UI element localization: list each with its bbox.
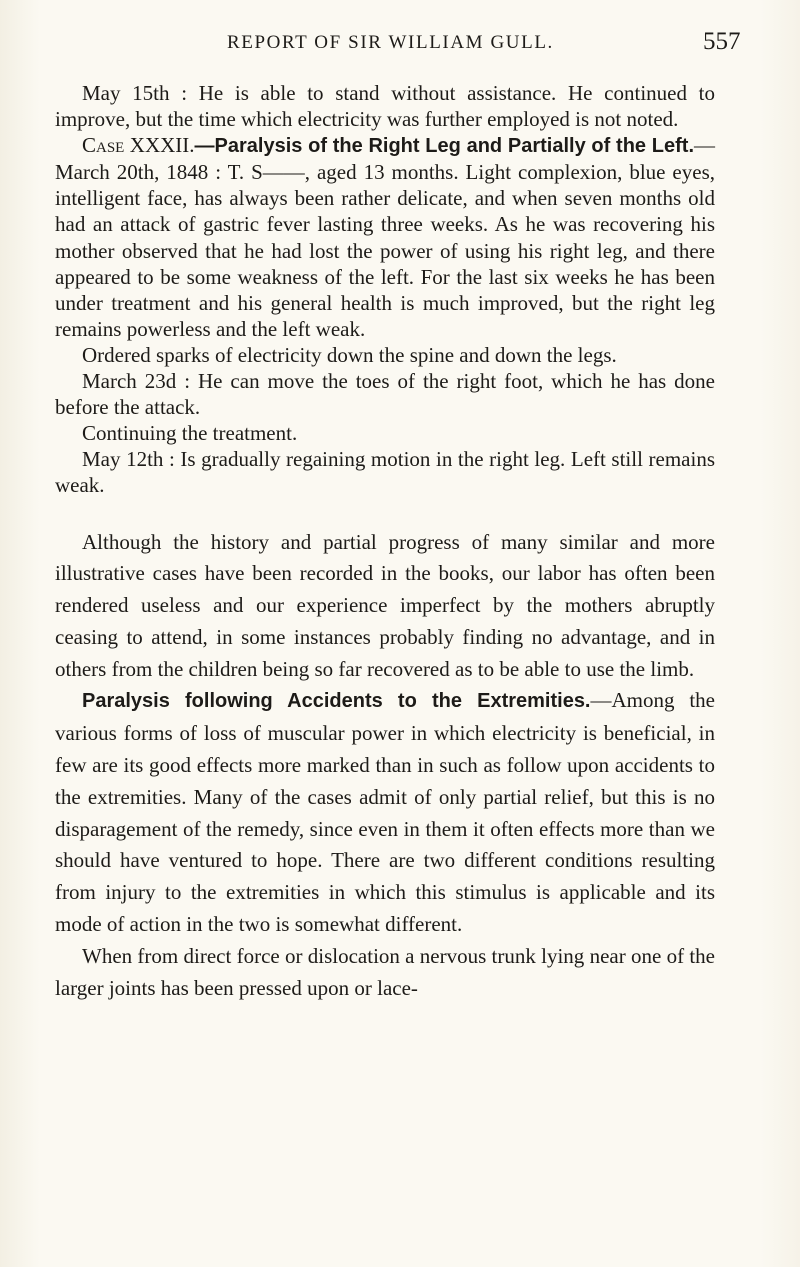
paragraph-when-from-direct-force: When from direct force or dislocation a nervous trunk lying near one of the larger joints has been pressed upon or lace- xyxy=(55,943,715,1000)
paragraph-march-23d: March 23d : He can move the toes of the right foot, which he has done before the attack. xyxy=(55,369,715,420)
page-number: 557 xyxy=(703,28,741,55)
paragraph-continuing: Continuing the treatment. xyxy=(82,421,298,446)
case-heading: —Paralysis of the Right Leg and Partially of the Left. xyxy=(194,135,694,158)
case-description: —March 20th, 1848 : T. S——, aged 13 months. Light complexion, blue eyes, intelligent face, has always been rather delicate, and when seven months old had an attack of gastric fever lasting three weeks. As he was recovering his mother observed that he had lost the power of using his right leg, and there appeared to be some weakness of the left. For the last six weeks he has been under treatment and his general health is much improved, but the right leg remains powerless and the left weak. xyxy=(55,133,715,341)
paragraph-although: Although the history and partial progress of many similar and more illustrative cases have been recorded in the books, our labor has often been rendered useless and our experience imperfect by the mothers abruptly ceasing to attend, in some instances probably finding no advantage, and in others from the children being so far recovered as to be able to use the limb. xyxy=(55,529,715,681)
paragraph-ordered-sparks: Ordered sparks of electricity down the spine and down the legs. xyxy=(82,342,617,367)
paragraph-accidents-section xyxy=(55,685,715,940)
running-head: REPORT OF SIR WILLIAM GULL. xyxy=(227,32,554,53)
page-header xyxy=(0,28,800,58)
case-label: Case XXXII. xyxy=(82,133,195,158)
section-text: —Among the various forms of loss of muscular power in which electricity is beneficial, in few are its good effects more marked than in such as follow upon accidents to the extremities. Many of the cases admit of only partial relief, but this is no disparagement of the remedy, since even in them it often effects more than we should have ventured to hope. There are two different conditions resulting from injury to the extremities in which this stimulus is applicable and its mode of action in the two is somewhat different. xyxy=(55,688,716,937)
paragraph-gap xyxy=(55,499,715,527)
paragraph-may-15th: May 15th : He is able to stand without assistance. He continued to improve, but the time which electricity was further employed is not noted. xyxy=(55,81,715,132)
body-text xyxy=(55,80,715,1004)
section-heading: Paralysis following Accidents to the Extremities. xyxy=(82,690,591,713)
paragraph-may-12th: May 12th : Is gradually regaining motion in the right leg. Left still remains weak. xyxy=(55,447,715,498)
paragraph-case-32 xyxy=(55,132,715,342)
